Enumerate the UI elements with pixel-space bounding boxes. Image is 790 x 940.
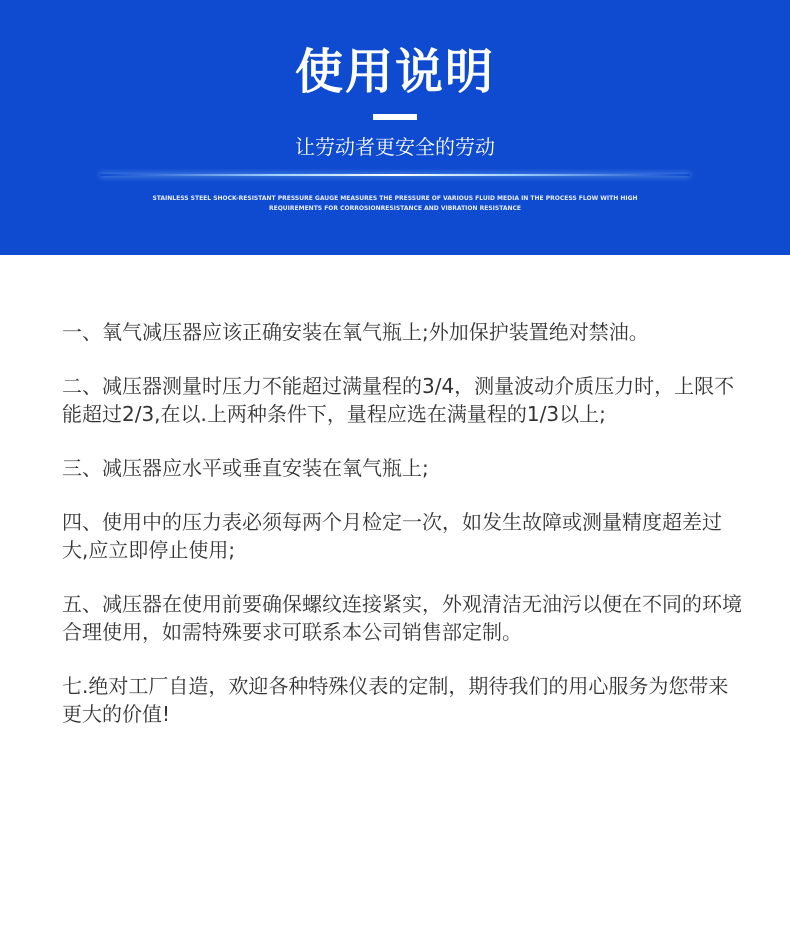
instruction-item-2: 二、减压器测量时压力不能超过满量程的3/4，测量波动介质压力时，上限不能超过2/3,在以.上两种条件下，量程应选在满量程的1/3以上; <box>62 374 735 426</box>
title-underline <box>373 114 417 120</box>
instruction-item-7: 七.绝对工厂自造，欢迎各种特殊仪表的定制，期待我们的用心服务为您带来更大的价值! <box>62 674 729 726</box>
english-description-line-1: STAINLESS STEEL SHOCK-RESISTANT PRESSURE GAUGE MEASURES THE PRESSURE OF VARIOUS FLUID MEDIA IN THE PROCESS FLOW WITH HIGH <box>152 195 638 202</box>
page-title: 使用说明 <box>294 44 495 100</box>
english-description <box>140 194 650 214</box>
instruction-item-3: 三、减压器应水平或垂直安装在氧气瓶上; <box>62 456 429 480</box>
instructions-list <box>62 318 742 754</box>
glow-divider <box>100 174 690 176</box>
header-banner <box>0 0 790 255</box>
english-description-line-2: REQUIREMENTS FOR CORROSIONRESISTANCE AND VIBRATION RESISTANCE <box>268 205 522 212</box>
page-subtitle: 让劳动者更安全的劳动 <box>295 135 495 159</box>
instruction-item-4: 四、使用中的压力表必须每两个月检定一次，如发生故障或测量精度超差过大,应立即停止使用; <box>62 510 722 562</box>
instruction-item-5: 五、减压器在使用前要确保螺纹连接紧实，外观清洁无油污以便在不同的环境合理使用，如需特殊要求可联系本公司销售部定制。 <box>62 592 742 644</box>
instruction-item-1: 一、氧气减压器应该正确安装在氧气瓶上;外加保护装置绝对禁油。 <box>62 320 649 344</box>
